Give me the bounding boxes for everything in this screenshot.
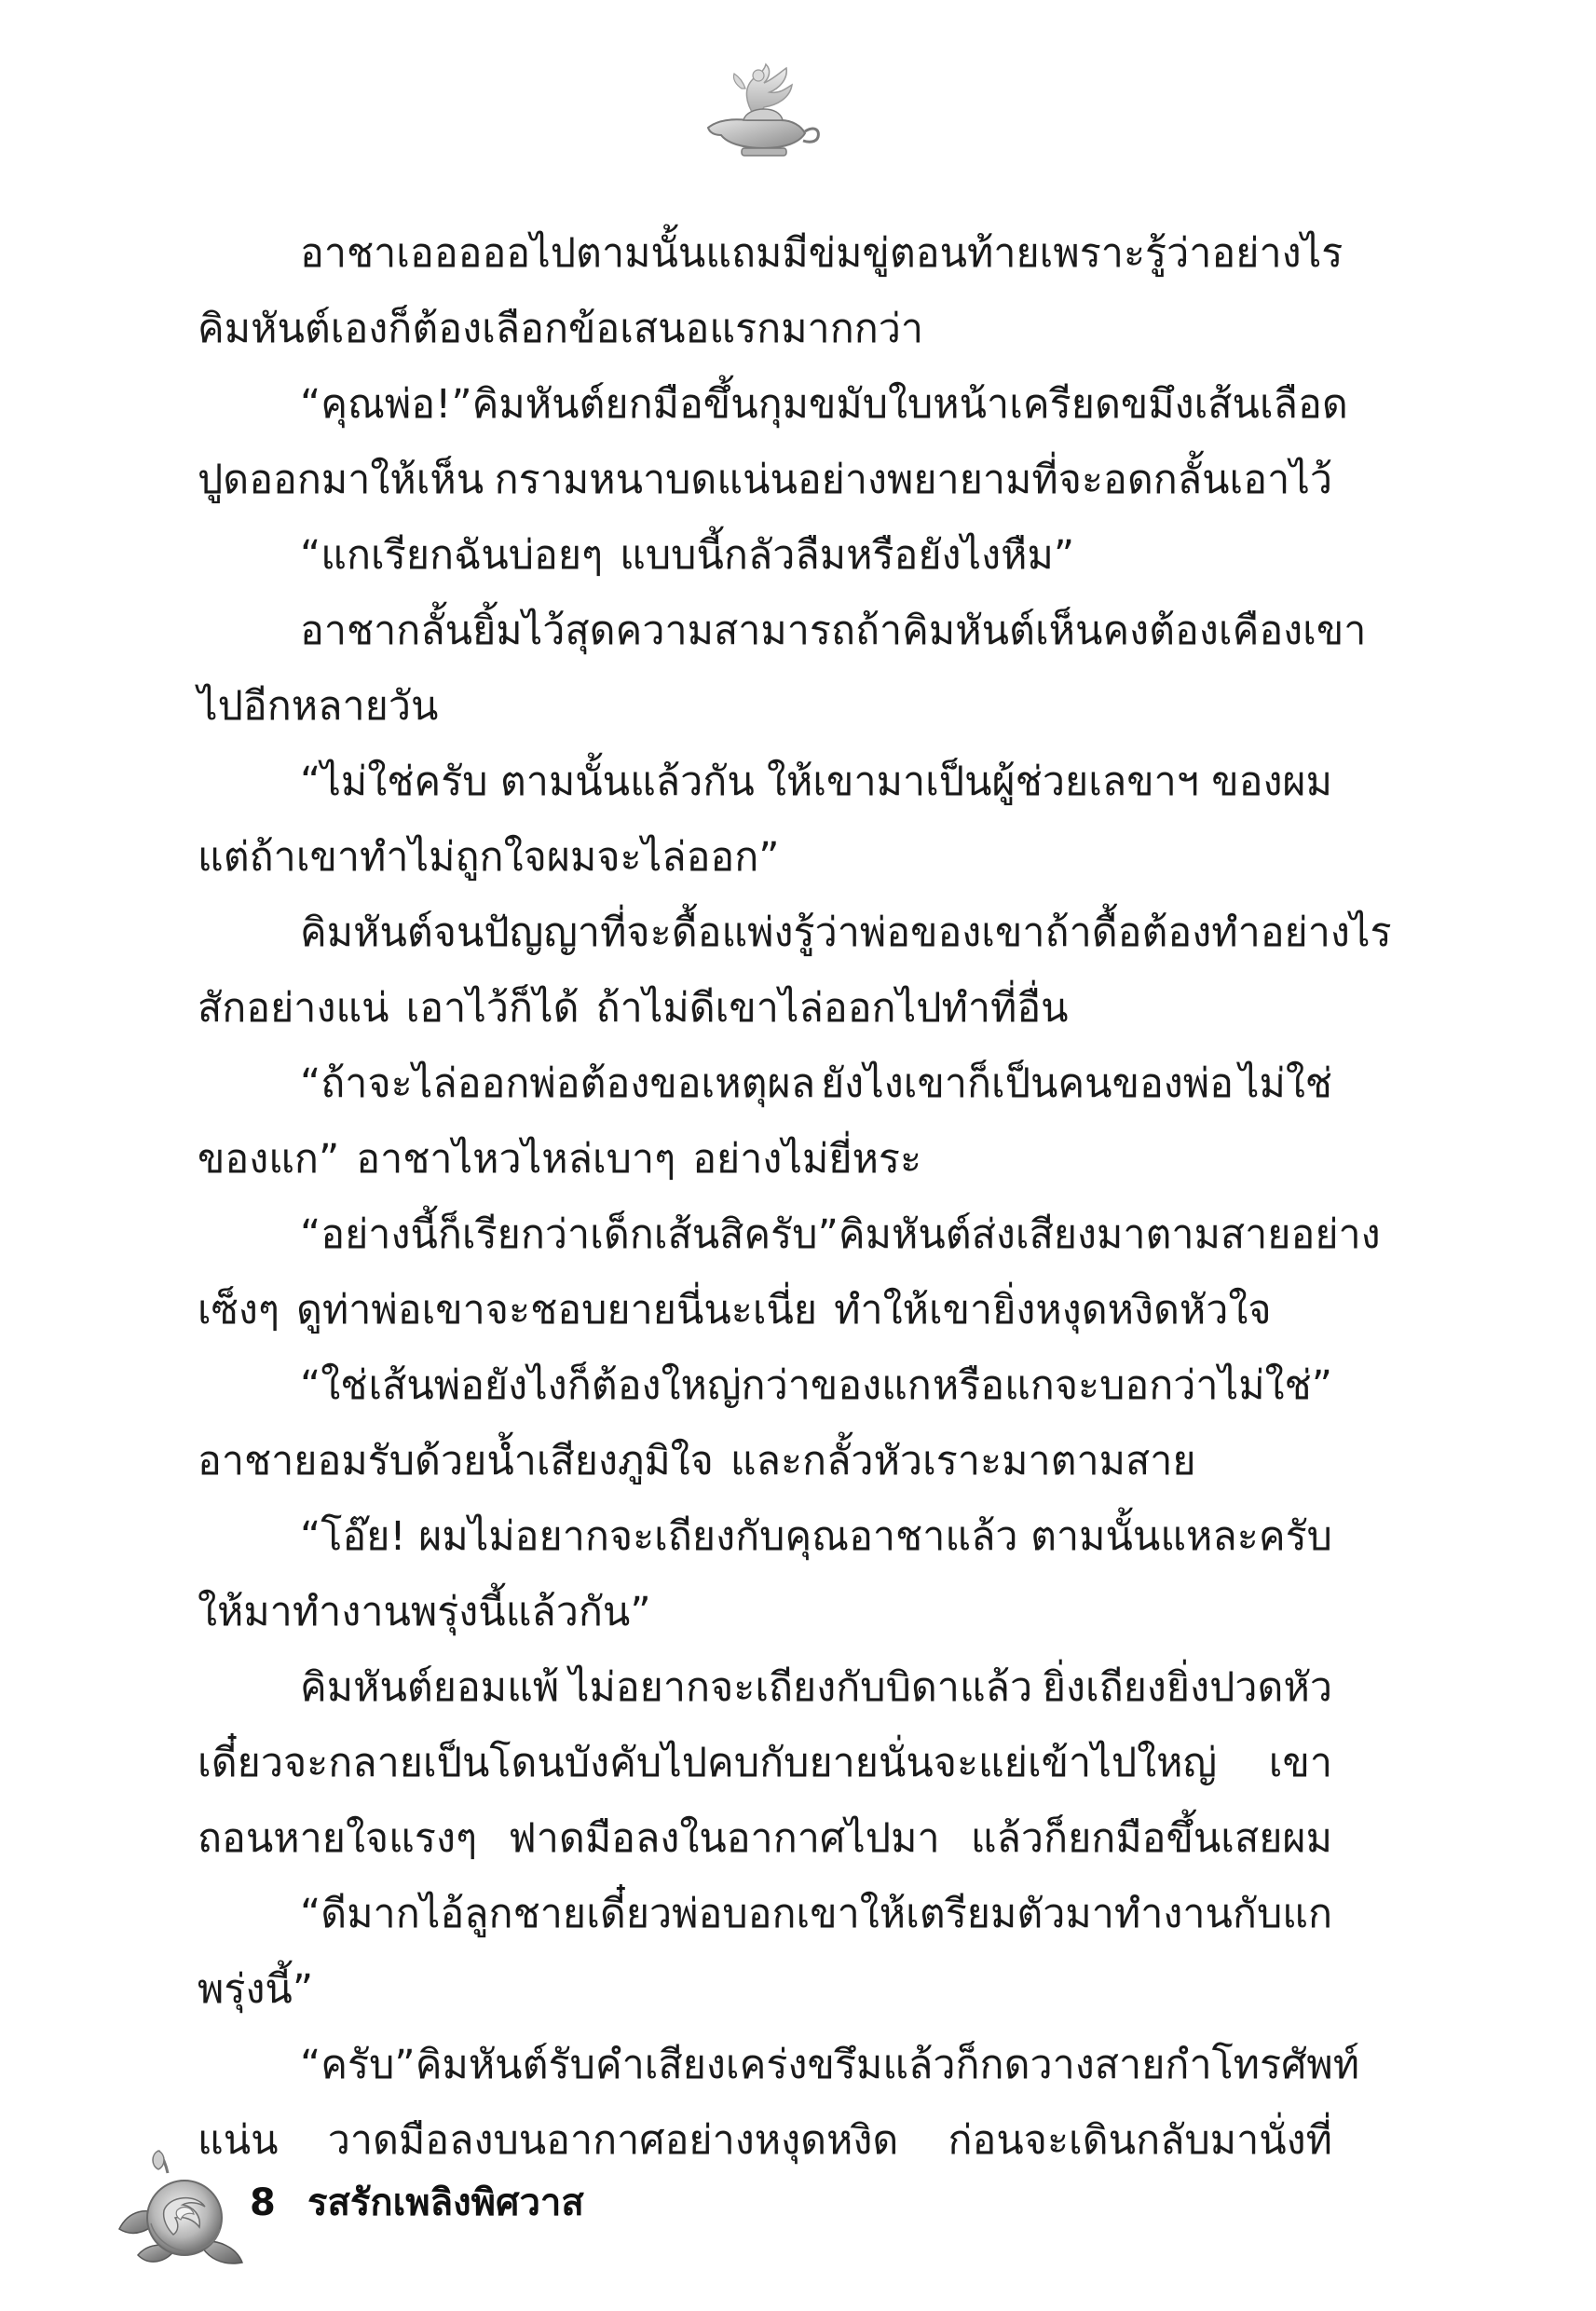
text-word: วาดมือลงบนอากาศอย่างหงุดหงิด bbox=[327, 2117, 899, 2164]
text-word: ตามนั้นแหละครับ bbox=[1030, 1513, 1332, 1560]
text-word: แต่ถ้าเขาทำไม่ถูกใจผมจะไล่ออก” bbox=[198, 834, 780, 881]
text-line bbox=[198, 367, 1348, 443]
text-word: อาชาไหวไหล่เบาๆ bbox=[356, 1136, 676, 1183]
text-word: กรามหนาบดแน่นอย่างพยายามที่จะอดกลั้นเอาไว้ bbox=[494, 457, 1332, 503]
book-title: รสรักเพลิงพิศวาส bbox=[307, 2181, 584, 2224]
text-word: คิมหันต์ยกมือขึ้นกุมขมับ bbox=[471, 381, 889, 428]
text-line bbox=[198, 1952, 1332, 2028]
genie-lamp-icon bbox=[689, 51, 829, 163]
text-word: รู้ว่าพ่อของเขาถ้าดื้อต้องทำอย่างไร bbox=[793, 909, 1392, 956]
text-word: ผมไม่อยากจะเถียงกับคุณอาชาแล้ว bbox=[418, 1513, 1018, 1560]
text-line bbox=[198, 518, 1332, 594]
text-word: เส้นพ่อยังไงก็ต้องใหญ่กว่าของแก bbox=[368, 1362, 932, 1409]
text-word: กำโทรศัพท์ bbox=[1165, 2042, 1360, 2088]
text-word: เซ็งๆ bbox=[198, 1287, 280, 1333]
text-word: เพราะรู้ว่าอย่างไร bbox=[1039, 230, 1344, 277]
text-line bbox=[198, 1273, 1332, 1348]
text-line bbox=[198, 745, 1332, 820]
text-word: ของผม bbox=[1211, 759, 1332, 805]
text-word: ก่อนจะเดินกลับมานั่งที่ bbox=[948, 2117, 1332, 2164]
page-footer bbox=[0, 2134, 1596, 2283]
text-word: “โอ๊ย! bbox=[300, 1513, 406, 1560]
text-word: คิมหันต์รับคำเสียงเคร่งขรึมแล้วก็กดวางสาย bbox=[415, 2042, 1166, 2088]
rose-flower-icon bbox=[110, 2145, 250, 2276]
text-line bbox=[198, 1122, 1332, 1197]
text-word: แถมมีข่มขู่ตอนท้าย bbox=[705, 230, 1040, 277]
text-word: ทำให้เขายิ่งหงุดหงิดหัวใจ bbox=[834, 1287, 1272, 1333]
text-line bbox=[198, 2028, 1360, 2103]
text-line bbox=[198, 1499, 1332, 1575]
text-word: แน่น bbox=[198, 2117, 279, 2164]
text-word: “แกเรียกฉันบ่อยๆ bbox=[300, 532, 604, 579]
text-word: ไม่อยากจะเถียงกับบิดาแล้ว bbox=[568, 1664, 1033, 1711]
text-line bbox=[198, 896, 1392, 971]
text-word: คิมหันต์ส่งเสียงมาตามสายอย่าง bbox=[838, 1211, 1381, 1258]
text-word: และกลั้วหัวเราะมาตามสาย bbox=[730, 1438, 1196, 1484]
text-word: “ดีมากไอ้ลูกชาย bbox=[300, 1891, 587, 1937]
text-word: ถอนหายใจแรงๆ bbox=[198, 1815, 478, 1862]
text-line bbox=[198, 216, 1344, 292]
text-word: “ถ้าจะไล่ออกพ่อต้องขอเหตุผล bbox=[300, 1060, 816, 1107]
text-word: แล้วก็ยกมือขึ้นเสยผม bbox=[970, 1815, 1332, 1862]
text-line bbox=[198, 1348, 1332, 1424]
text-line bbox=[198, 443, 1332, 518]
text-word: หรือแกจะบอกว่าไม่ใช่” bbox=[932, 1362, 1332, 1409]
text-line bbox=[198, 1877, 1332, 1952]
text-word: คิมหันต์ยอมแพ้ bbox=[300, 1664, 560, 1711]
text-word: ไม่ใช่ bbox=[1238, 1060, 1332, 1107]
text-word: “อย่างนี้ก็เรียกว่าเด็กเส้นสิครับ” bbox=[300, 1211, 839, 1258]
text-line bbox=[198, 1046, 1332, 1122]
text-word: ยิ่งเถียงยิ่งปวดหัว bbox=[1042, 1664, 1332, 1711]
text-line bbox=[198, 1424, 1332, 1499]
text-line bbox=[198, 820, 1332, 896]
text-word: อาชากลั้นยิ้มไว้สุดความสามารถ bbox=[300, 608, 855, 654]
text-word: คิมหันต์จนปัญญาที่จะดื้อแพ่ง bbox=[300, 909, 794, 956]
text-word: เอาไว้ก็ได้ bbox=[405, 985, 580, 1032]
text-word: อาชายอมรับด้วยน้ำเสียงภูมิใจ bbox=[198, 1438, 714, 1484]
text-word: ถ้าคิมหันต์เห็นคงต้องเคืองเขา bbox=[854, 608, 1367, 654]
text-word: อาชาเอออออไปตามนั้น bbox=[300, 230, 706, 277]
text-line bbox=[198, 971, 1332, 1046]
text-word: สักอย่างแน่ bbox=[198, 985, 389, 1032]
text-word: แบบนี้กลัวลืมหรือยังไงหืม” bbox=[620, 532, 1075, 579]
text-word: “ครับ” bbox=[300, 2042, 416, 2088]
text-line bbox=[198, 1575, 1332, 1650]
text-word: คิมหันต์เองก็ต้องเลือกข้อเสนอแรกมากกว่า bbox=[198, 306, 924, 352]
text-word: ดูท่าพ่อเขาจะชอบยายนี่นะเนี่ย bbox=[295, 1287, 818, 1333]
text-word: ให้มาทำงานพรุ่งนี้แล้วกัน” bbox=[198, 1589, 651, 1635]
text-word: เขา bbox=[1268, 1740, 1332, 1786]
text-word: เดี๋ยวพ่อบอกเขาให้เตรียมตัวมาทำงานกับแก bbox=[586, 1891, 1332, 1937]
text-line bbox=[198, 669, 1332, 745]
text-word: พรุ่งนี้” bbox=[198, 1966, 314, 2013]
text-word: ไปอีกหลายวัน bbox=[198, 683, 439, 730]
text-line bbox=[198, 1801, 1332, 1877]
text-word: ใบหน้าเครียดขมึงเส้นเลือด bbox=[888, 381, 1348, 428]
text-word: “คุณพ่อ!” bbox=[300, 381, 472, 428]
text-word: เดี๋ยวจะกลายเป็นโดนบังคับไปคบกับยายนั่นจะแย่เข้าไปใหญ่ bbox=[198, 1740, 1218, 1786]
text-word: ปูดออกมาให้เห็น bbox=[198, 457, 484, 503]
text-word: “ใช่ bbox=[300, 1362, 368, 1409]
chapter-body-text bbox=[198, 216, 1392, 2179]
text-word: ของแก” bbox=[198, 1136, 340, 1183]
text-line bbox=[198, 594, 1367, 669]
text-word: ฟาดมือลงในอากาศไปมา bbox=[508, 1815, 940, 1862]
text-word: ให้เขามาเป็นผู้ช่วยเลขาฯ bbox=[767, 759, 1199, 805]
text-line bbox=[198, 1650, 1332, 1726]
text-word: ถ้าไม่ดีเขาไล่ออกไปทำที่อื่น bbox=[595, 985, 1069, 1032]
text-line bbox=[198, 1197, 1381, 1273]
text-word: ตามนั้นแล้วกัน bbox=[499, 759, 755, 805]
text-word: ยังไงเขาก็เป็นคนของพ่อ bbox=[820, 1060, 1234, 1107]
text-line bbox=[198, 1726, 1332, 1801]
page-number: 8 bbox=[250, 2181, 276, 2224]
text-word: อย่างไม่ยี่หระ bbox=[692, 1136, 922, 1183]
text-word: “ไม่ใช่ครับ bbox=[300, 759, 488, 805]
text-line bbox=[198, 292, 1332, 367]
